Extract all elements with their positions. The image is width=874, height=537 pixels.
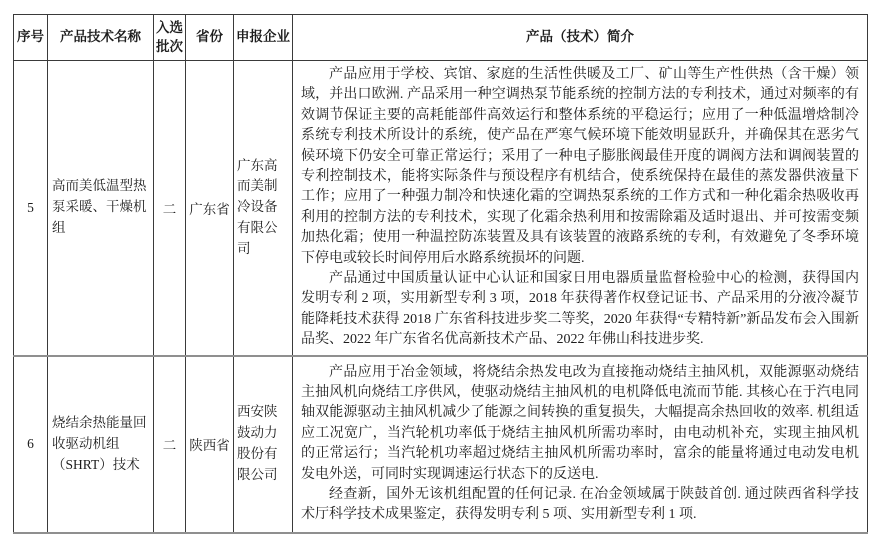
row5-company: 广东高而美制冷设备有限公司 xyxy=(234,61,293,356)
row6-company: 西安陕鼓动力股份有限公司 xyxy=(234,356,293,533)
col-header-seq: 序号 xyxy=(14,15,48,61)
col-header-name: 产品技术名称 xyxy=(48,15,154,61)
table-row-5 xyxy=(14,61,868,356)
row6-batch: 二 xyxy=(154,356,186,533)
row5-intro xyxy=(293,61,868,356)
row6-product-name: 烧结余热能量回收驱动机组（SHRT）技术 xyxy=(48,356,154,533)
row5-province: 广东省 xyxy=(186,61,234,356)
row6-intro xyxy=(293,356,868,533)
col-header-province: 省份 xyxy=(186,15,234,61)
col-header-batch: 入选批次 xyxy=(154,15,186,61)
table-row-6 xyxy=(14,356,868,533)
row6-intro-paragraph-1: 产品应用于冶金领域，将烧结余热发电改为直接拖动烧结主抽风机，双能源驱动烧结主抽风机向烧结工序供风，使驱动烧结主抽风机的电机降低电流而节能. 其核心在于汽电同轴双能源驱动主抽风机减少了能源之间转换的重复损失，大幅提高余热回收的效率. 机组适应工况宽广，当汽轮机功率低于烧结主抽风机所需功率时，由电动机补充，实现主抽风机的正常运行；当汽轮机功率超过烧结主抽风机所需功率时，富余的能量将通过电动发电机发电外送，可同时实现调速运行状态下的反送电. xyxy=(301,364,859,482)
row5-product-name: 高而美低温型热泵采暖、干燥机组 xyxy=(48,61,154,356)
col-header-company: 申报企业 xyxy=(234,15,293,61)
col-header-intro: 产品（技术）简介 xyxy=(293,15,868,61)
row6-province: 陕西省 xyxy=(186,356,234,533)
row6-intro-paragraph-2: 经查新，国外无该机组配置的任何记录. 在冶金领域属于陕鼓首创. 通过陕西省科学技术厅科学技术成果鉴定，获得发明专利 5 项、实用新型专利 1 项. xyxy=(301,487,859,523)
row5-intro-paragraph-1: 产品应用于学校、宾馆、家庭的生活性供暖及工厂、矿山等生产性供热（含干燥）领域，并出口欧洲. 产品采用一种空调热泵节能系统的控制方法的专利技术，通过对频率的有效调节保证主要的高耗能部件高效运行和整体系统的平稳运行；应用了一种低温增焓制冷系统专利技术所设计的系统，使产品在严寒气候环境下能效明显跃升，并确保其在恶劣气候环境下仍安全可靠正常运行；采用了一种电子膨胀阀最佳开度的调阀方法和调阀装置的专利控制技术，能将实际条件与预设程序有机结合，使系统保持在最佳的蒸发器供液量下工作；应用了一种强力制冷和快速化霜的空调热泵系统的工作方式和一种化霜余热吸收再利用的控制方法的专利技术，实现了化霜余热利用和按需除霜及适时退出、并可按需变频加热化霜；使用一种温控防冻装置及具有该装置的液路系统的专利，有效避免了冬季环境下停电或较长时间停用后水路系统损坏的问题. xyxy=(301,67,859,266)
header-row xyxy=(14,15,868,61)
row5-intro-paragraph-2: 产品通过中国质量认证中心认证和国家日用电器质量监督检验中心的检测，获得国内发明专利 2 项，实用新型专利 3 项，2018 年获得著作权登记证书、产品采用的分液冷凝节能降耗技术获得 2018 广东省科技进步奖二等奖，2020 年获得“专精特新”新品发布会入围新品奖、2022 年广东省名优高新技术产品、2022 年佛山科技进步奖. xyxy=(301,271,859,348)
row5-batch: 二 xyxy=(154,61,186,356)
row6-seq: 6 xyxy=(14,356,48,533)
product-tech-table xyxy=(13,14,868,534)
row5-seq: 5 xyxy=(14,61,48,356)
